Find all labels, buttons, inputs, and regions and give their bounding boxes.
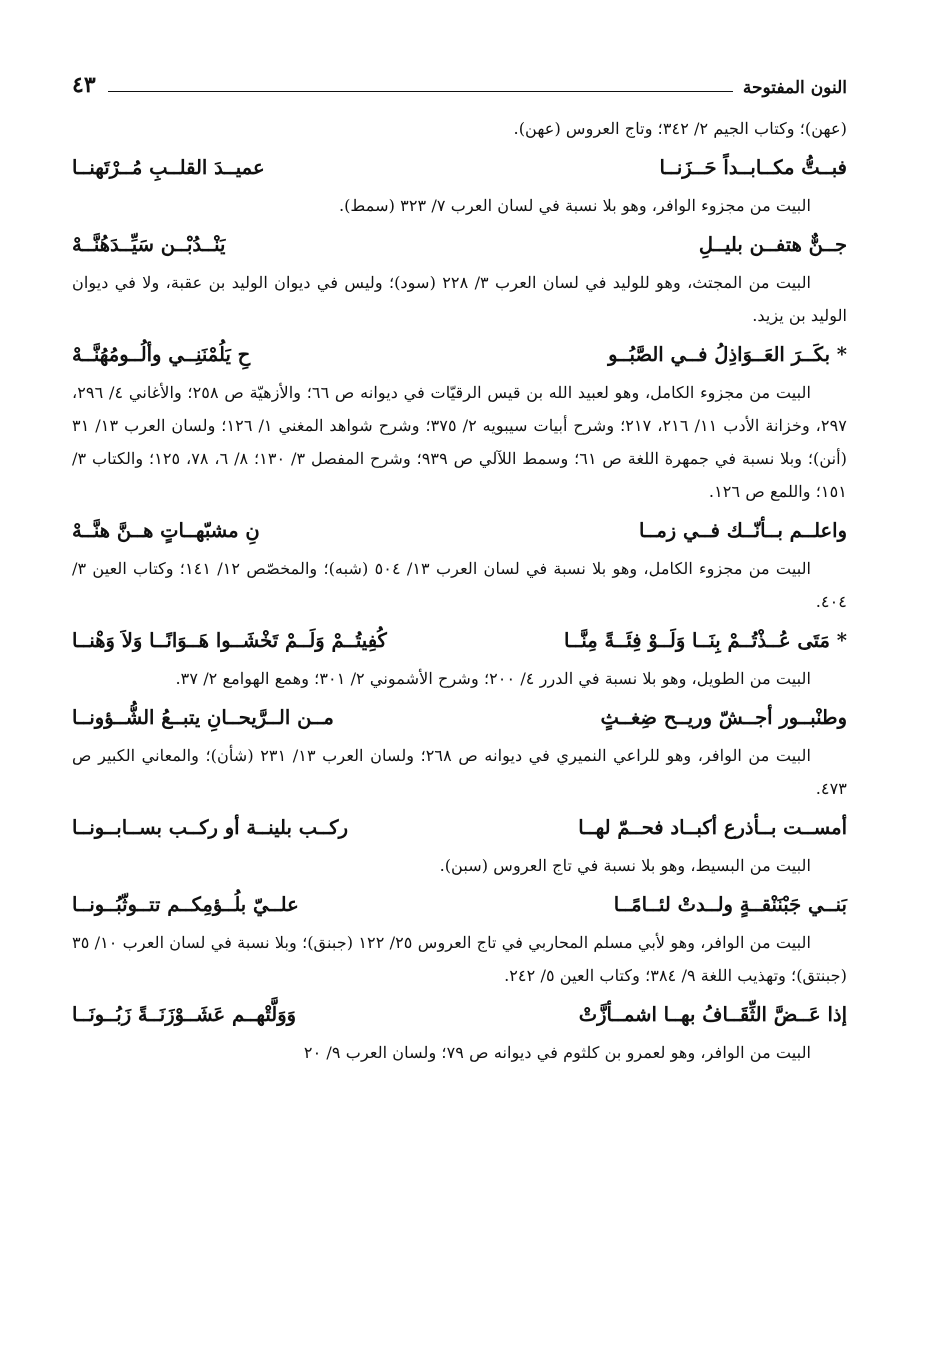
footnote-text: البيت من مجزوء الكامل، وهو بلا نسبة في لسان العرب ١٣/ ٥٠٤ (شبه)؛ والمخصّص ١٢/ ١٤١؛ وكتاب العين ٣/ ٤٠٤.: [72, 559, 847, 611]
verse-first-hemistich: إذا عَــضَّ الثِّقَــافُ بهــا اشمــأزَّتْ: [578, 1003, 847, 1026]
verse-first-hemistich: * مَتَى عُــذْتُــمْ بِنَــا وَلَــوْ فِئَــةً مِنَّــا: [564, 629, 847, 652]
verse-second-hemistich: كُفِيتُــمْ وَلَــمْ تَخْشَــوا هَــوَانًــا وَلاَ وَهْنــا: [72, 629, 387, 652]
verse-line: [72, 510, 847, 552]
verse-second-hemistich: ركــب بلينــة أو ركــب بســابــونــا: [72, 816, 348, 839]
verse-first-hemistich: بَنــي جَبْنَنْقــةٍ ولــدتْ لئــامًــا: [613, 893, 847, 916]
footnote-text: البيت من مجزوء الوافر، وهو بلا نسبة في لسان العرب ٧/ ٣٢٣ (سمط).: [338, 196, 811, 215]
verse-line: [72, 620, 847, 662]
verse-line: [72, 697, 847, 739]
verse-first-hemistich: واعلــم بــأنّــك فــي زمــا: [638, 519, 847, 542]
verse-second-hemistich: يَنْــدُبْــن سَيِّــدَهُنَّــهْ: [72, 233, 226, 256]
verse-first-hemistich: * بكَــرَ العَــوَاذِلُ فــي الصَّبُــو: [608, 343, 847, 366]
verse-first-hemistich: أمســت بــأذرع أكبــاد فحــمّ لهــا: [578, 816, 847, 839]
footnote-text: البيت من الطويل، وهو بلا نسبة في الدرر ٤/ ٢٠٠؛ وشرح الأشموني ٢/ ٣٠١؛ وهمع الهوامع ٢/ ٣٧.: [175, 669, 811, 688]
verse-line: [72, 994, 847, 1036]
verse-line: [72, 884, 847, 926]
footnote-text: البيت من البسيط، وهو بلا نسبة في تاج العروس (سبن).: [439, 856, 811, 875]
running-title: النون المفتوحة: [742, 78, 847, 98]
verse-second-hemistich: علــيّ بلُــؤمِكــم تتــوثّبُــونــا: [72, 893, 299, 916]
verse-line: [72, 147, 847, 189]
verse-second-hemistich: عميــدَ القلــبِ مُــرْتَهنــا: [72, 156, 265, 179]
verse-line: [72, 807, 847, 849]
verse-second-hemistich: وَوَلَّتْهــم عَشَــوْزَنَــةً زَبُــونَــا: [72, 1003, 297, 1026]
verse-first-hemistich: فبــتُّ مكــابــداً حَــزَنــا: [659, 156, 847, 179]
footnote-text: البيت من الوافر، وهو لعمرو بن كلثوم في ديوانه ص ٧٩؛ ولسان العرب ٩/ ٢٠: [303, 1043, 811, 1062]
page-number: ٤٣: [72, 72, 96, 98]
page-body: [72, 112, 847, 1069]
footnote-text: البيت من المجتث، وهو للوليد في لسان العرب ٣/ ٢٢٨ (سود)؛ وليس في ديوان الوليد بن عقبة، ولا في ديوان الوليد بن يزيد.: [72, 273, 847, 325]
footnote-text: البيت من مجزوء الكامل، وهو لعبيد الله بن قيس الرقيّات في ديوانه ص ٦٦؛ والأزهيّة ص ٢٥٨؛ والأغاني ٤/ ٢٩٦، ٢٩٧، وخزانة الأدب ١١/ ٢١٦، ٢١٧؛ وشرح أبيات سيبويه ٢/ ٣٧٥؛ وشرح شواهد المغني ١/ ١٢٦؛ ولسان العرب ١٣/ ٣١ (أنن)؛ وبلا نسبة في جمهرة اللغة ص ٦١؛ وسمط اللآلي ص ٩٣٩؛ وشرح المفصل ٣/ ١٣٠؛ ٨/ ٦، ٧٨، ١٢٥؛ والكتاب ٣/ ١٥١؛ واللمع ص ١٢٦.: [72, 383, 847, 501]
footnote-text: البيت من الوافر، وهو للراعي النميري في ديوانه ص ٢٦٨؛ ولسان العرب ١٣/ ٢٣١ (شأن)؛ والمعاني الكبير ص ٤٧٣.: [72, 746, 847, 798]
verse-second-hemistich: مــن الــرَّيحــانِ يتبــعُ الشُّــؤونــا: [72, 706, 334, 729]
header-rule: [108, 91, 733, 92]
footnote-text: (عهن)؛ وكتاب الجيم ٢/ ٣٤٢؛ وتاج العروس (عهن).: [513, 119, 847, 138]
verse-first-hemistich: وطنْبــور أجــشّ وريــح ضِغــثٍ: [600, 706, 847, 729]
footnote-text: البيت من الوافر، وهو لأبي مسلم المحاربي في تاج العروس ٢٥/ ١٢٢ (جبنق)؛ وبلا نسبة في لسان العرب ١٠/ ٣٥ (جبنتق)؛ وتهذيب اللغة ٩/ ٣٨٤؛ وكتاب العين ٥/ ٢٤٢.: [72, 933, 847, 985]
verse-line: [72, 334, 847, 376]
verse-line: [72, 224, 847, 266]
page-header: [72, 64, 847, 98]
verse-first-hemistich: جــنٌّ هتفــن بليــلِ: [698, 233, 847, 256]
verse-second-hemistich: نِ مشبّهــاتٍ هــنَّ هنَّــهْ: [72, 519, 260, 542]
verse-second-hemistich: حِ يَلُمْنَنِــي وألُــومُهُنَّــهْ: [72, 343, 251, 366]
